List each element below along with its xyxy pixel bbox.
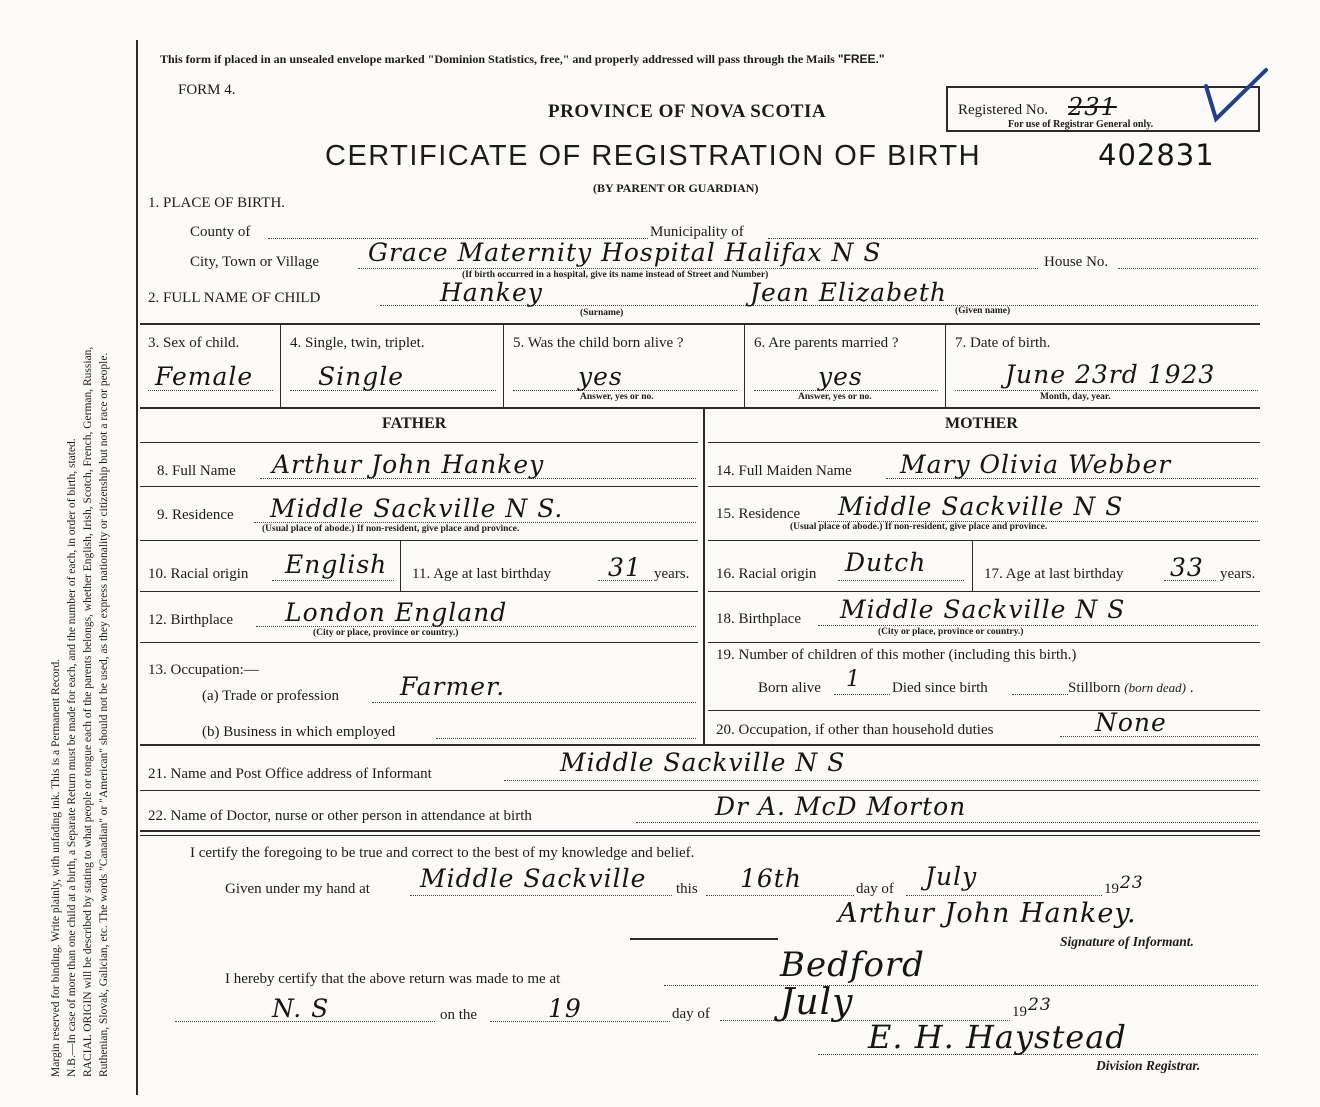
child-surname: Hankey	[440, 278, 543, 307]
died-label: Died since birth	[892, 680, 988, 696]
informant-label: 21. Name and Post Office address of Informant	[148, 766, 432, 782]
margin-note-line: Margin reserved for binding. Write plainly, with unfading ink. This is a Permanent Record.	[50, 658, 62, 1077]
margin-note-line: N.B.—In case of more than one child at a birth, a Separate Return must be made for each, and the number of each, in order of birth, stated.	[66, 438, 78, 1077]
child-given-name: Jean Elizabeth	[750, 278, 948, 307]
municipality-label: Municipality of	[650, 224, 744, 240]
divider	[972, 541, 973, 591]
father-age: 31	[608, 553, 642, 582]
reg-day-of-label: day of	[672, 1006, 710, 1022]
mother-name: Mary Olivia Webber	[900, 450, 1172, 479]
born-alive-value: 1	[846, 667, 861, 692]
house-label: House No.	[1044, 254, 1109, 270]
given-note: (Given name)	[955, 306, 1011, 316]
father-years: years.	[654, 566, 690, 582]
registered-label: Registered No.	[958, 102, 1048, 118]
father-birthplace: London England	[285, 598, 508, 627]
registrar-use-note: For use of Registrar General only.	[1008, 119, 1154, 130]
registrar-statement: I hereby certify that the above return was made to me at	[225, 971, 561, 987]
day-of-label: day of	[856, 881, 894, 897]
informant-signature-label: Signature of Informant.	[1060, 934, 1194, 949]
subtitle: (BY PARENT OR GUARDIAN)	[593, 181, 759, 195]
mother-residence-label: 15. Residence	[716, 506, 801, 522]
city-label: City, Town or Village	[190, 254, 320, 270]
divider	[140, 591, 698, 592]
check-mark-icon	[1200, 64, 1272, 130]
alive-label: 5. Was the child born alive ?	[513, 335, 684, 351]
reg-year: 23	[1028, 995, 1052, 1015]
registrar-place-line	[664, 985, 1258, 986]
registrar-place2: N. S	[272, 994, 330, 1023]
father-residence-note: (Usual place of abode.) If non-resident, give place and province.	[262, 524, 520, 534]
divider	[140, 540, 698, 541]
year-prefix: 19	[1104, 881, 1119, 897]
business-label: (b) Business in which employed	[202, 724, 396, 740]
stillborn-note: (born dead)	[1124, 680, 1187, 695]
trade-line	[372, 702, 696, 703]
multiple-value: Single	[318, 362, 405, 391]
signature-line	[630, 938, 778, 940]
mail-notice-text: This form if placed in an unsealed envelope marked "Dominion Statistics, free," and properly addressed will pass through the Mails	[160, 52, 835, 66]
informant-line	[504, 780, 1258, 781]
born-alive-line	[834, 694, 890, 695]
given-month: July	[925, 862, 978, 891]
mother-residence-note: (Usual place of abode.) If non-resident, give place and province.	[790, 522, 1048, 532]
certificate-number: 402831	[1098, 138, 1215, 172]
died-line	[1012, 694, 1068, 695]
trade-value: Farmer.	[400, 672, 506, 701]
place-of-birth-label: 1. PLACE OF BIRTH.	[148, 195, 286, 211]
column-divider	[703, 409, 705, 744]
form-number: FORM 4.	[178, 82, 236, 98]
dob-note: Month, day, year.	[1040, 392, 1111, 402]
margin-note	[0, 0, 135, 1107]
trade-label: (a) Trade or profession	[202, 688, 340, 704]
sex-value: Female	[155, 362, 254, 391]
doctor-line	[636, 822, 1258, 823]
given-year: 23	[1120, 873, 1144, 893]
stillborn-period: .	[1189, 680, 1194, 696]
divider	[708, 442, 1260, 443]
mother-occupation: None	[1095, 708, 1167, 737]
registrar-signature: E. H. Haystead	[868, 1018, 1127, 1056]
given-place-line	[410, 895, 672, 896]
multiple-label: 4. Single, twin, triplet.	[290, 335, 425, 351]
father-racial-label: 10. Racial origin	[148, 566, 249, 582]
mother-occupation-label: 20. Occupation, if other than household duties	[716, 722, 994, 738]
house-line	[1118, 268, 1258, 269]
day-line	[706, 895, 854, 896]
alive-value: yes	[578, 362, 623, 391]
mother-racial-label: 16. Racial origin	[716, 566, 817, 582]
divider	[140, 830, 1260, 832]
born-alive-label: Born alive	[758, 680, 821, 696]
father-racial-line	[272, 580, 394, 581]
divider	[140, 323, 1260, 325]
father-heading: FATHER	[382, 415, 447, 432]
mother-age-label: 17. Age at last birthday	[984, 566, 1124, 582]
stillborn-text: Stillborn	[1068, 680, 1121, 696]
mother-age: 33	[1170, 553, 1204, 582]
divider	[140, 442, 698, 443]
dob-line	[955, 390, 1258, 391]
reg-day: 19	[548, 994, 582, 1023]
business-line	[436, 738, 696, 739]
mother-name-label: 14. Full Maiden Name	[716, 463, 852, 479]
father-residence-label: 9. Residence	[157, 507, 234, 523]
certify-statement: I certify the foregoing to be true and correct to the best of my knowledge and belief.	[190, 845, 695, 861]
divider	[708, 710, 1260, 711]
given-day: 16th	[740, 864, 802, 893]
divider	[945, 325, 946, 407]
mail-free: "FREE."	[837, 52, 885, 66]
hospital-note: (If birth occurred in a hospital, give its name instead of Street and Number)	[462, 270, 769, 280]
mother-racial: Dutch	[845, 548, 927, 577]
divider	[140, 744, 1260, 746]
divider	[140, 642, 698, 643]
divider	[400, 541, 401, 591]
informant-value: Middle Sackville N S	[560, 748, 846, 777]
married-label: 6. Are parents married ?	[754, 335, 899, 351]
reg-month: July	[780, 982, 854, 1023]
registered-number: 231	[1068, 93, 1117, 121]
divider	[708, 591, 1260, 592]
father-name: Arthur John Hankey	[272, 450, 545, 479]
mother-birthplace-note: (City or place, province or country.)	[878, 627, 1024, 637]
father-racial: English	[285, 550, 388, 579]
father-birthplace-label: 12. Birthplace	[148, 612, 233, 628]
father-birthplace-note: (City or place, province or country.)	[313, 628, 459, 638]
reg-year-prefix: 19	[1012, 1004, 1027, 1020]
margin-rule	[136, 40, 138, 1095]
registrar-place: Bedford	[780, 945, 925, 985]
province-heading: PROVINCE OF NOVA SCOTIA	[548, 101, 827, 122]
married-note: Answer, yes or no.	[798, 392, 872, 402]
alive-note: Answer, yes or no.	[580, 392, 654, 402]
mother-racial-line	[838, 580, 964, 581]
divider	[140, 790, 1260, 791]
page-title: CERTIFICATE OF REGISTRATION OF BIRTH	[325, 140, 982, 172]
divider	[744, 325, 745, 407]
month-line	[906, 895, 1102, 896]
stillborn-label	[1068, 680, 1194, 697]
mother-years: years.	[1220, 566, 1256, 582]
divider	[708, 642, 1260, 643]
margin-note-line: RACIAL ORIGIN will be described by stating to what people or tongue each of the parents belongs, whether English, Irish, Scotch, French, German, Russian,	[82, 346, 94, 1077]
father-name-label: 8. Full Name	[157, 463, 236, 479]
informant-signature: Arthur John Hankey.	[838, 898, 1137, 929]
divider	[503, 325, 504, 407]
mother-heading: MOTHER	[945, 415, 1018, 432]
father-residence: Middle Sackville N S.	[270, 494, 564, 523]
children-label: 19. Number of children of this mother (including this birth.)	[716, 647, 1077, 663]
divider	[140, 835, 1260, 836]
mother-residence: Middle Sackville N S	[838, 492, 1124, 521]
divider	[280, 325, 281, 407]
married-value: yes	[818, 362, 863, 391]
mail-notice	[160, 52, 885, 67]
mother-birthplace-label: 18. Birthplace	[716, 611, 801, 627]
divider	[140, 407, 1260, 409]
divider	[140, 486, 698, 487]
mother-birthplace: Middle Sackville N S	[840, 595, 1126, 624]
given-label: Given under my hand at	[225, 881, 370, 897]
this-label: this	[676, 881, 698, 897]
dob-label: 7. Date of birth.	[955, 335, 1051, 351]
doctor-value: Dr A. McD Morton	[715, 792, 967, 821]
doctor-label: 22. Name of Doctor, nurse or other person in attendance at birth	[148, 808, 532, 824]
father-age-label: 11. Age at last birthday	[412, 566, 551, 582]
sex-label: 3. Sex of child.	[148, 335, 240, 351]
father-occupation-label: 13. Occupation:—	[148, 662, 259, 678]
city-line	[358, 268, 1038, 269]
child-name-label: 2. FULL NAME OF CHILD	[148, 290, 321, 306]
on-the-label: on the	[440, 1007, 478, 1023]
surname-note: (Surname)	[580, 308, 624, 318]
divider	[708, 540, 1260, 541]
mother-birthplace-line	[818, 625, 1258, 626]
registrar-label: Division Registrar.	[1096, 1058, 1201, 1073]
dob-value: June 23rd 1923	[1005, 360, 1216, 389]
alive-line	[513, 390, 737, 391]
divider	[708, 486, 1260, 487]
margin-note-line: Ruthenian, Slovak, Galician, etc. The words "Canadian" or "American" should not be used, as they express nationality or citizenship but not a race or people.	[98, 352, 110, 1077]
given-place: Middle Sackville	[420, 864, 647, 893]
city-value: Grace Maternity Hospital Halifax N S	[368, 238, 882, 267]
county-label: County of	[190, 224, 251, 240]
